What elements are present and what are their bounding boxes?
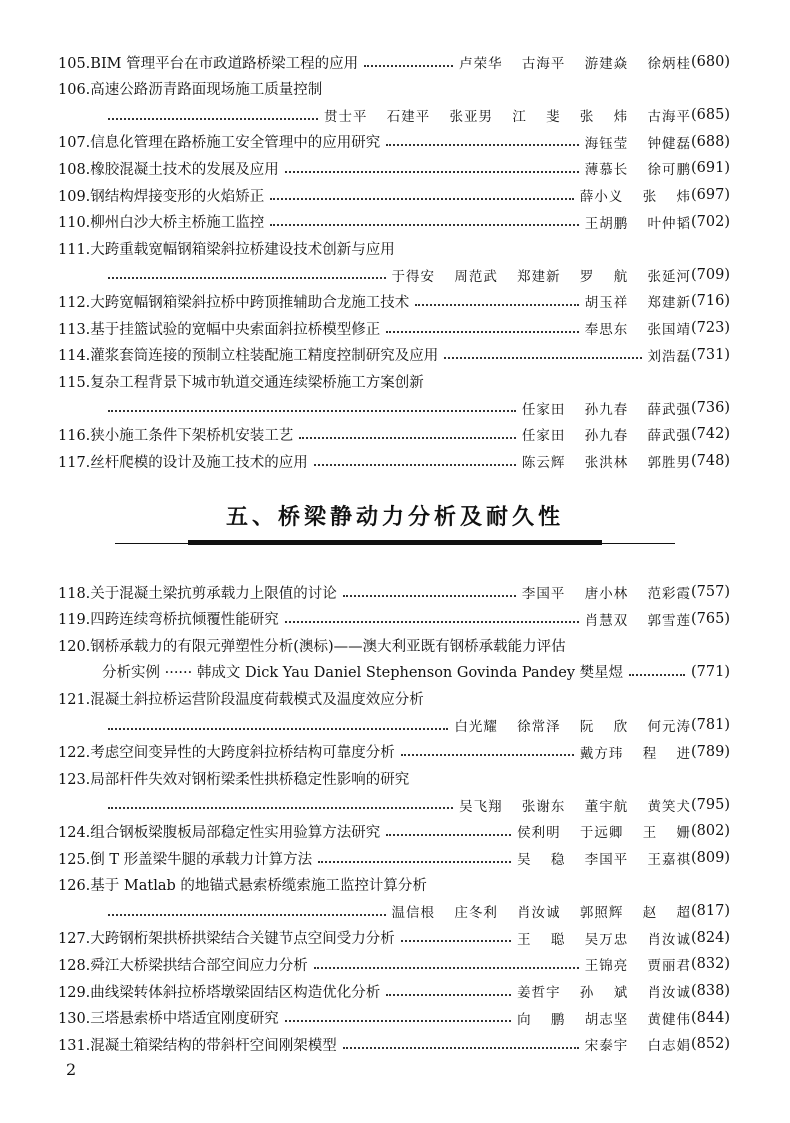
entry-page: (723) (691, 320, 730, 336)
entry-authors: 李国平 唐小林 范彩霞 (521, 586, 691, 602)
entry-authors: 戴方玮 程 进 (579, 745, 691, 762)
entry-title: 112.大跨宽幅钢箱梁斜拉桥中跨顶推辅助合龙施工技术 (58, 294, 410, 311)
entry-title: 110.柳州白沙大桥主桥施工监控 (58, 215, 265, 232)
toc-entry (58, 368, 730, 394)
page-number: 2 (66, 1060, 77, 1079)
toc-entry-continuation (102, 898, 730, 924)
toc-entry (58, 288, 730, 314)
toc-entry (58, 49, 730, 75)
entry-title: 116.狭小施工条件下架桥机安装工艺 (58, 427, 294, 444)
toc-entry (58, 978, 730, 1004)
toc-entry-continuation (102, 712, 730, 738)
toc-entry (58, 606, 730, 632)
entry-title: 108.橡胶混凝土技术的发展及应用 (58, 161, 279, 178)
entry-page: (702) (691, 213, 730, 230)
toc-entry (58, 1005, 730, 1031)
entry-authors: 奉思东 张国靖 (584, 322, 691, 338)
leader-dots (270, 223, 578, 226)
entry-page: (716) (691, 293, 730, 310)
leader-dots (314, 463, 516, 466)
leader-dots (401, 753, 574, 756)
leader-dots (401, 939, 511, 942)
entry-title: 106.高速公路沥青路面现场施工质量控制 (58, 82, 323, 99)
entry-title: 分析实例 ······ 韩成文 Dick Yau Daniel Stephenson Govinda Pandey 樊星煜 (102, 665, 624, 682)
leader-dots (108, 117, 318, 120)
toc-entry (58, 342, 730, 368)
entry-page: (824) (691, 929, 730, 946)
entry-title: 123.局部杆件失效对钢桁梁柔性拱桥稳定性影响的研究 (58, 771, 410, 788)
leader-dots (285, 170, 579, 173)
entry-title: 117.丝杆爬模的设计及施工技术的应用 (58, 454, 308, 471)
leader-dots (444, 356, 641, 359)
leader-dots (270, 197, 574, 200)
entry-title: 128.舜江大桥梁拱结合部空间应力分析 (58, 957, 308, 974)
entry-authors: 侯利明 于远卿 王 姗 (517, 825, 691, 842)
entry-authors: 温信根 庄冬利 肖汝诚 郭照辉 赵 超 (391, 905, 691, 922)
toc-entry (58, 421, 730, 447)
entry-title: 115.复杂工程背景下城市轨道交通连续梁桥施工方案创新 (58, 374, 424, 391)
leader-dots (314, 966, 579, 969)
entry-page: (731) (691, 346, 730, 363)
entry-page: (691) (691, 160, 730, 177)
toc-entry (58, 951, 730, 977)
leader-dots (108, 409, 516, 412)
entry-authors: 贯士平 石建平 张亚男 江 斐 张 炜 古海平 (323, 109, 691, 126)
toc-entry (58, 155, 730, 181)
leader-dots (108, 727, 448, 730)
entry-authors: 向 鹏 胡志坚 黄健伟 (517, 1011, 691, 1028)
entry-title: 121.混凝土斜拉桥运营阶段温度荷载模式及温度效应分析 (58, 691, 424, 708)
entry-title: 122.考虑空间变异性的大跨度斜拉桥结构可靠度分析 (58, 745, 395, 762)
entry-authors: 王锦亮 贾丽君 (584, 958, 691, 975)
toc-entry (58, 315, 730, 341)
entry-page: (709) (691, 266, 730, 283)
entry-authors: 薛小义 张 炜 (579, 189, 691, 205)
entry-page: (809) (691, 850, 730, 866)
leader-dots (364, 64, 453, 67)
entry-authors: 吴 稳 李国平 王嘉祺 (517, 852, 691, 868)
entry-authors: 薄慕长 徐可鹏 (584, 162, 691, 179)
leader-dots (386, 143, 578, 146)
entry-page: (680) (691, 54, 730, 70)
entry-page: (795) (691, 796, 730, 813)
leader-dots (386, 993, 511, 996)
entry-page: (688) (691, 133, 730, 150)
toc-entry-continuation (102, 395, 730, 421)
leader-dots (343, 1046, 579, 1049)
entry-title: 114.灌浆套筒连接的预制立柱装配施工精度控制研究及应用 (58, 348, 439, 365)
toc-entry (58, 1031, 730, 1057)
entry-authors: 姜哲宇 孙 斌 肖汝诚 (517, 985, 691, 1001)
entry-page: (832) (691, 956, 730, 973)
toc-entry (58, 925, 730, 951)
entry-title: 120.钢桥承载力的有限元弹塑性分析(澳标)——澳大利亚既有钢桥承载能力评估 (58, 638, 566, 655)
toc-entry (58, 448, 730, 474)
entry-page: (736) (691, 399, 730, 416)
entry-title: 125.倒 T 形盖梁牛腿的承载力计算方法 (58, 851, 313, 868)
toc-entry-continuation (102, 102, 730, 128)
toc-entry (58, 579, 730, 605)
entry-authors: 卢荣华 古海平 游建焱 徐炳桂 (459, 56, 691, 72)
entry-authors: 肖慧双 郭雪莲 (584, 612, 691, 629)
leader-dots (386, 833, 511, 836)
toc-entry (58, 632, 730, 658)
entry-title: 107.信息化管理在路桥施工安全管理中的应用研究 (58, 135, 381, 152)
entry-title: 118.关于混凝土梁抗剪承载力上限值的讨论 (58, 585, 337, 602)
toc-entry-continuation (102, 659, 730, 685)
entry-title: 105.BIM 管理平台在市政道路桥梁工程的应用 (58, 55, 359, 72)
entry-page: (757) (691, 584, 730, 600)
entry-page: (789) (691, 743, 730, 760)
entry-authors: 任家田 孙九春 薛武强 (521, 401, 691, 418)
entry-authors: 任家田 孙九春 薛武强 (521, 428, 691, 445)
entry-authors: 刘浩磊 (647, 348, 691, 365)
entry-authors: 吴飞翔 张谢东 董宇航 黄笑犬 (459, 798, 691, 815)
entry-title: 131.混凝土箱梁结构的带斜杆空间刚架模型 (58, 1037, 337, 1054)
leader-dots (108, 276, 386, 279)
toc-entry (58, 209, 730, 235)
entry-title: 130.三塔悬索桥中塔适宜刚度研究 (58, 1011, 279, 1028)
entry-authors: 海钰莹 钟健磊 (584, 135, 691, 152)
entry-page: (697) (691, 187, 730, 203)
entry-title: 113.基于挂篮试验的宽幅中央索面斜拉桥模型修正 (58, 321, 381, 338)
entry-page: (781) (691, 717, 730, 733)
toc-entry-continuation (102, 262, 730, 288)
entry-page: (838) (691, 983, 730, 999)
toc-entry-continuation (102, 792, 730, 818)
toc-entry (58, 76, 730, 102)
leader-dots (285, 620, 579, 623)
entry-authors: 陈云辉 张洪林 郭胜男 (521, 455, 691, 471)
leader-dots (299, 436, 516, 439)
entry-page: (771) (691, 663, 730, 680)
entry-title: 129.曲线梁转体斜拉桥塔墩梁固结区构造优化分析 (58, 984, 381, 1001)
leader-dots (318, 860, 511, 863)
entry-title: 111.大跨重载宽幅钢箱梁斜拉桥建设技术创新与应用 (58, 241, 395, 258)
toc-entry (58, 765, 730, 791)
entry-authors: 于得安 周范武 郑建新 罗 航 张延河 (391, 268, 691, 285)
entry-authors: 白光耀 徐常泽 阮 欣 何元涛 (454, 719, 691, 735)
leader-dots (285, 1019, 511, 1022)
entry-title: 124.组合钢板梁腹板局部稳定性实用验算方法研究 (58, 824, 381, 841)
entry-page: (685) (691, 107, 730, 124)
toc-entry (58, 845, 730, 871)
leader-dots (108, 806, 453, 809)
toc-entry (58, 235, 730, 261)
toc-entry (58, 872, 730, 898)
entry-authors: 胡玉祥 郑建新 (584, 295, 691, 312)
toc-entry (58, 182, 730, 208)
entry-title: 126.基于 Matlab 的地锚式悬索桥缆索施工监控计算分析 (58, 878, 427, 895)
entry-page: (817) (691, 903, 730, 920)
leader-dots (629, 673, 685, 676)
toc-entry (58, 739, 730, 765)
entry-page: (852) (691, 1036, 730, 1053)
toc-entry (58, 685, 730, 711)
entry-authors: 王胡鹏 叶仲韬 (584, 215, 691, 232)
entry-page: (802) (691, 823, 730, 840)
entry-authors: 宋泰宇 白志娟 (584, 1038, 691, 1055)
entry-title: 109.钢结构焊接变形的火焰矫正 (58, 188, 265, 205)
entry-page: (844) (691, 1009, 730, 1026)
toc-entry (58, 818, 730, 844)
leader-dots (343, 594, 516, 597)
section-heading: 五、桥梁静动力分析及耐久性 (225, 505, 564, 530)
leader-dots (386, 330, 578, 333)
entry-title: 119.四跨连续弯桥抗倾覆性能研究 (58, 612, 279, 629)
entry-page: (765) (691, 610, 730, 627)
entry-title: 127.大跨钢桁架拱桥拱梁结合关键节点空间受力分析 (58, 931, 395, 948)
entry-page: (742) (691, 426, 730, 443)
leader-dots (108, 913, 386, 916)
section-divider-bar (188, 540, 602, 545)
toc-entry (58, 129, 730, 155)
entry-authors: 王 聪 吴万忠 肖汝诚 (517, 931, 691, 948)
entry-page: (748) (691, 453, 730, 469)
leader-dots (415, 303, 578, 306)
